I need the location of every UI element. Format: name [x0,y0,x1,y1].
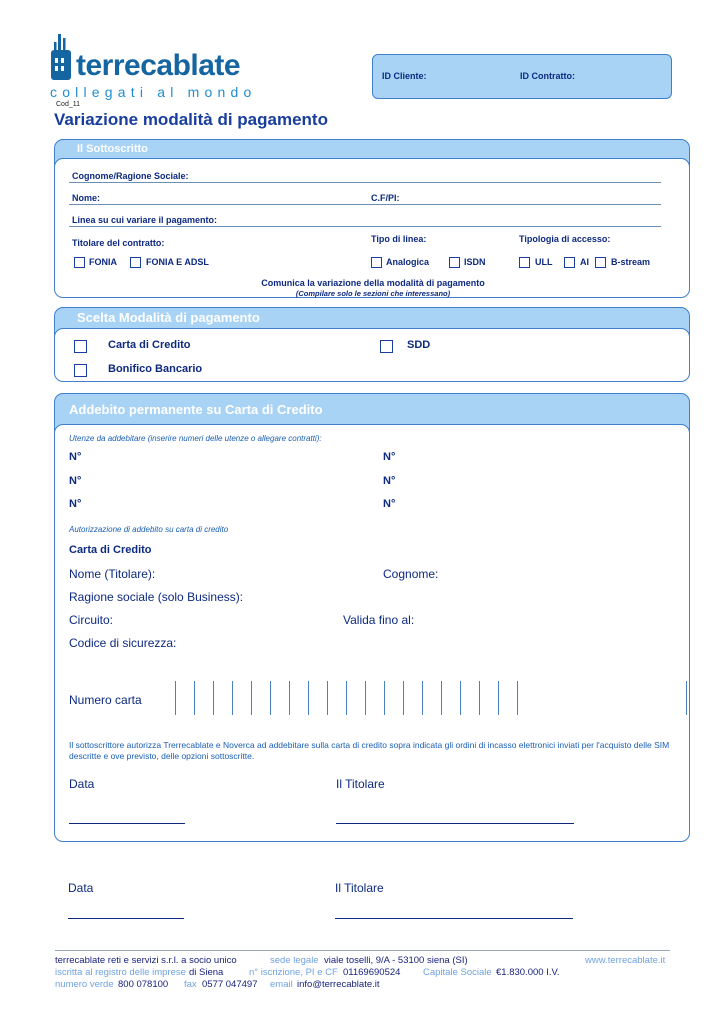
bonifico-checkbox[interactable] [74,364,87,377]
digit-divider [384,681,385,715]
digit-divider [232,681,233,715]
utenza-number-label: N° [383,451,396,463]
sottoscritto-section [54,158,690,298]
footer [55,955,670,995]
ai-checkbox[interactable] [564,257,575,268]
addebito-section [54,424,690,842]
tipologia-accesso-label: Tipologia di accesso: [519,234,611,244]
carta-credito-checkbox[interactable] [74,340,87,353]
data-label-bottom: Data [68,881,94,895]
utenza-number-label: N° [69,498,82,510]
fonia-label: FONIA [89,257,117,267]
b-stream-checkbox[interactable] [595,257,606,268]
id-contratto-label: ID Contratto: [520,71,575,81]
compilare-note: (Compilare solo le sezioni che interessano) [295,289,451,298]
digit-divider [422,681,423,715]
footer-website[interactable]: www.terrecablate.it [585,955,666,966]
circuito-label: Circuito: [69,613,114,627]
ai-label: AI [580,257,589,267]
addebito-title: Addebito permanente su Carta di Credito [69,402,323,417]
footer-capitale-label: Capitale Sociale [423,967,492,978]
cf-label: C.F/PI: [371,193,400,203]
sdd-checkbox[interactable] [380,340,393,353]
codice-sicurezza-label: Codice di sicurezza: [69,636,177,650]
footer-capitale-value: €1.830.000 I.V. [496,967,560,978]
bonifico-label: Bonifico Bancario [108,363,203,375]
footer-sede-value: viale toselli, 9/A - 53100 siena (SI) [324,955,468,966]
digit-divider [251,681,252,715]
footer-iscrizione-value: 01169690524 [343,967,401,978]
page-title: Variazione modalità di pagamento [54,110,328,129]
footer-iscrizione-label: n° iscrizione, PI e CF [249,967,338,978]
isdn-checkbox[interactable] [449,257,460,268]
digit-divider [194,681,195,715]
footer-email-label: email [270,979,293,990]
tipo-linea-label: Tipo di linea: [371,234,427,244]
digit-divider [289,681,290,715]
digit-divider [175,681,176,715]
brand-tagline: collegati al mondo [50,84,257,100]
footer-registro-label: iscritta al registro delle imprese [55,967,186,978]
digit-divider [346,681,347,715]
nome-cf-field[interactable] [69,204,661,205]
footer-email-value[interactable]: info@terrecablate.it [297,979,380,990]
valida-label: Valida fino al: [343,613,415,627]
autorizza-text: Il sottoscrittore autorizza Trerrecablate e Noverca ad addebitare sulla carta di credito sopra indicata gli ordini di incasso elettronici inviati per l'acquisto delle SIM descritte e ove previsto, delle opzioni sottoscritte. [69,740,670,761]
numero-carta-field[interactable] [175,681,687,717]
sottoscritto-title: Il Sottoscritto [77,143,148,155]
utenze-note: Utenze da addebitare (inserire numeri delle utenze o allegare contratti): [69,434,322,443]
analogica-checkbox[interactable] [371,257,382,268]
scelta-section [54,328,690,382]
numero-carta-label: Numero carta [69,693,142,707]
digit-divider [327,681,328,715]
id-cliente-label: ID Cliente: [382,71,427,81]
digit-divider [308,681,309,715]
footer-registro-value: di Siena [189,967,224,978]
comunica-text: Comunica la variazione della modalità di pagamento [261,278,485,288]
carta-credito-title: Carta di Credito [69,544,152,556]
cognome-field[interactable] [69,182,661,183]
digit-divider [498,681,499,715]
analogica-label: Analogica [386,257,430,267]
fonia-adsl-label: FONIA E ADSL [146,257,209,267]
footer-verde-label: numero verde [55,979,114,990]
digit-divider [460,681,461,715]
scelta-title: Scelta Modalità di pagamento [77,310,260,325]
digit-divider [479,681,480,715]
digit-divider [686,681,687,715]
footer-divider [55,950,670,951]
digit-divider [517,681,518,715]
footer-sede-label: sede legale [270,955,319,966]
footer-verde-value: 800 078100 [118,979,169,990]
linea-field[interactable] [69,226,661,227]
utenza-number-label: N° [69,475,82,487]
linea-label: Linea su cui variare il pagamento: [72,215,218,225]
utenza-number-label: N° [383,475,396,487]
nome-label: Nome: [72,193,101,203]
utenza-number-label: N° [383,498,396,510]
id-box [372,54,672,99]
fonia-adsl-checkbox[interactable] [130,257,141,268]
tower-logo-icon [49,32,75,82]
ull-label: ULL [535,257,553,267]
titolare-signature-line[interactable] [336,823,574,824]
titolare-label: Il Titolare [336,777,385,791]
titolare-signature-line-bottom[interactable] [335,918,573,919]
digit-divider [365,681,366,715]
ull-checkbox[interactable] [519,257,530,268]
nome-titolare-label: Nome (Titolare): [69,567,156,581]
carta-credito-label: Carta di Credito [108,339,191,351]
id-contratto-field[interactable] [588,75,658,87]
data-label: Data [69,777,95,791]
digit-divider [403,681,404,715]
form-code: Cod_11 [56,101,81,108]
sdd-label: SDD [407,339,431,351]
digit-divider [270,681,271,715]
brand-name: terrecablate [76,49,241,82]
footer-company: terrecablate reti e servizi s.r.l. a socio unico [55,955,237,966]
autorizzazione-note: Autorizzazione di addebito su carta di credito [69,525,229,534]
cognome-label: Cognome/Ragione Sociale: [72,171,189,181]
titolare-contratto-label: Titolare del contratto: [72,238,165,248]
utenza-number-label: N° [69,451,82,463]
b-stream-label: B-stream [611,257,651,267]
footer-fax-value: 0577 047497 [202,979,258,990]
data-signature-line[interactable] [69,823,185,824]
digit-divider [441,681,442,715]
data-signature-line-bottom[interactable] [68,918,184,919]
isdn-label: ISDN [464,257,486,267]
footer-fax-label: fax [184,979,197,990]
fonia-checkbox[interactable] [74,257,85,268]
digit-divider [213,681,214,715]
ragione-sociale-label: Ragione sociale (solo Business): [69,590,244,604]
titolare-label-bottom: Il Titolare [335,881,384,895]
cognome-titolare-label: Cognome: [383,567,439,581]
